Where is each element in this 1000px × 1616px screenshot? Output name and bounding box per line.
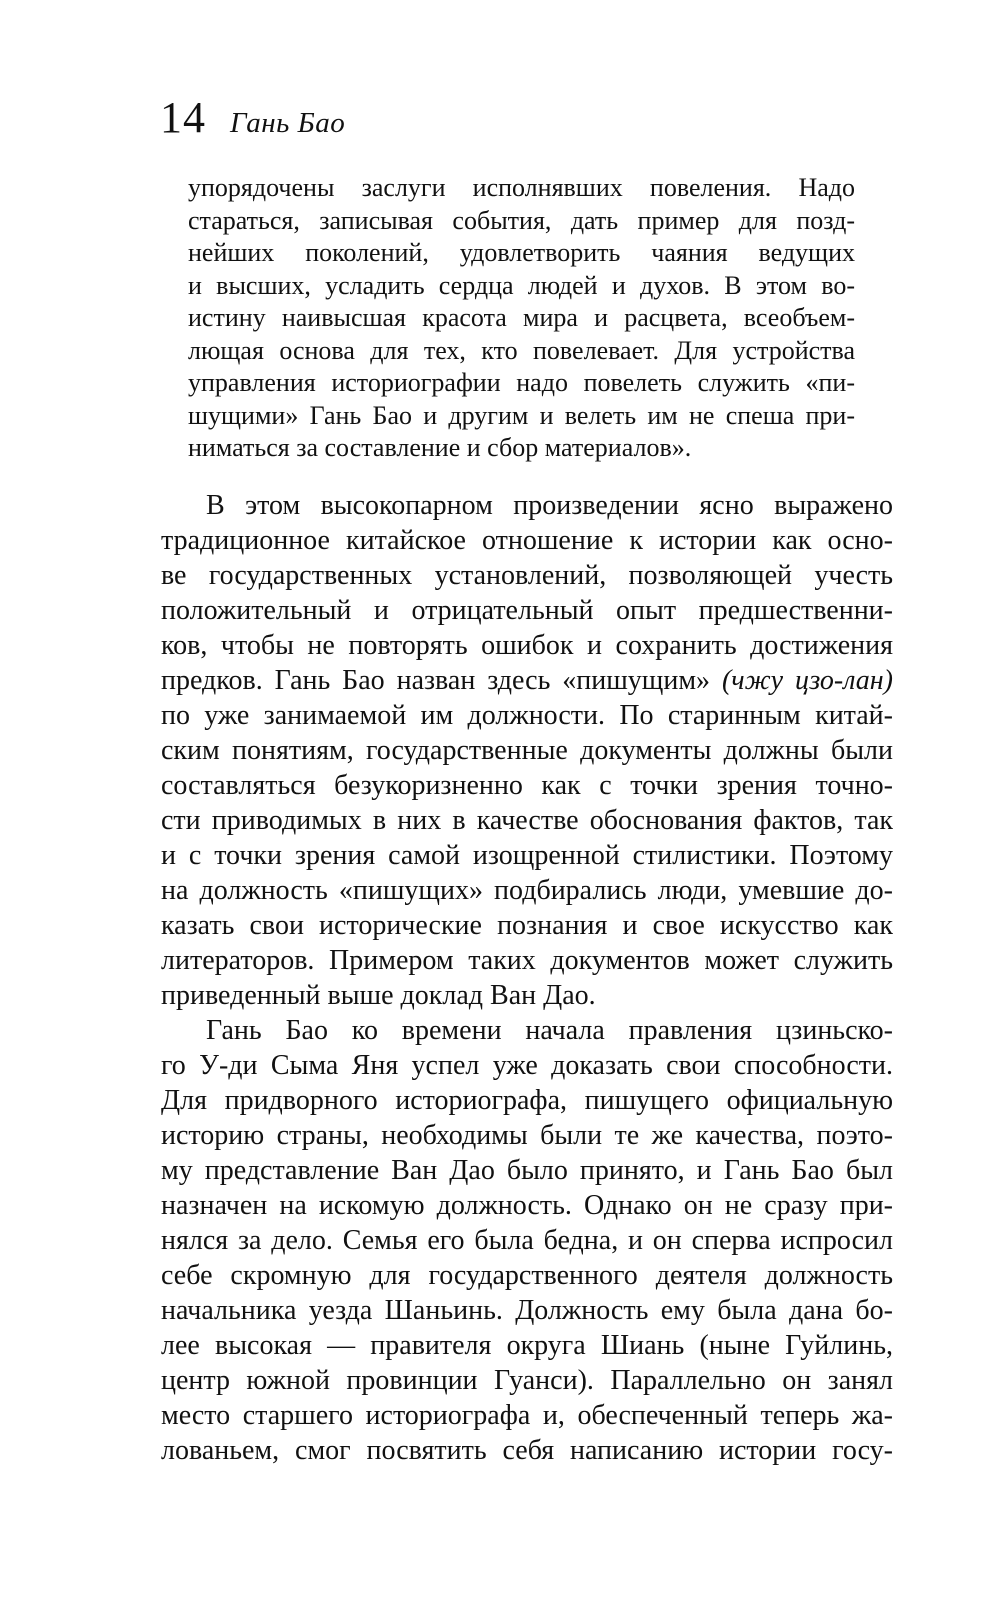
text-line: упорядочены заслуги исполнявших повеления. Надо: [188, 173, 855, 202]
text-line: на должность «пишущих» подбирались люди, умевшие до-: [161, 874, 893, 906]
text-line: по уже занимаемой им должности. По старинным китай-: [161, 699, 893, 731]
body-paragraph: [161, 488, 893, 1013]
text-line: лее высокая — правителя округа Шиань (ныне Гуйлинь,: [161, 1329, 893, 1361]
text-line: ков, чтобы не повторять ошибок и сохранить достижения: [161, 629, 893, 661]
text-line: ниматься за составление и сбор материалов».: [188, 433, 692, 462]
text-line: положительный и отрицательный опыт предшественни-: [161, 594, 893, 626]
text-line: традиционное китайское отношение к истории как осно-: [161, 524, 893, 556]
text-line: ским понятиям, государственные документы должны были: [161, 734, 893, 766]
text-line: нялся за дело. Семья его была бедна, и он сперва испросил: [161, 1224, 893, 1256]
running-title: Гань Бао: [230, 107, 346, 139]
text-line: литераторов. Примером таких документов может служить: [161, 944, 893, 976]
text-line: и высших, усладить сердца людей и духов. В этом во-: [188, 270, 855, 300]
text-line: шущими» Гань Бао и другим и велеть им не спеша при-: [188, 400, 855, 430]
text-line: казать свои исторические познания и свое искусство как: [161, 909, 893, 941]
text-line: и с точки зрения самой изощренной стилистики. Поэтому: [161, 839, 893, 871]
text-line: лющая основа для тех, кто повелевает. Для устройства: [188, 335, 855, 365]
text-line: себе скромную для государственного деятеля должность: [161, 1259, 893, 1291]
text-line: В этом высокопарном произведении ясно выражено: [206, 489, 893, 521]
text-line: Гань Бао ко времени начала правления цзиньско-: [206, 1014, 893, 1046]
page-header: [160, 93, 346, 142]
text-line: начальника уезда Шаньинь. Должность ему была дана бо-: [161, 1294, 893, 1326]
text-line: го У-ди Сыма Яня успел уже доказать свои способности.: [161, 1049, 893, 1081]
text-line: лованьем, смог посвятить себя написанию истории госу-: [161, 1434, 893, 1466]
page-number: 14: [160, 93, 206, 142]
text-line: Для придворного историографа, пишущего официальную: [161, 1084, 893, 1116]
quote-paragraph: [188, 172, 855, 465]
text-line: составляться безукоризненно как с точки зрения точно-: [161, 769, 893, 801]
body-paragraph: [161, 1013, 893, 1468]
text-line: истину наивысшая красота мира и расцвета, всеобъем-: [188, 303, 855, 332]
text-line: нейших поколений, удовлетворить чаяния ведущих: [188, 238, 855, 267]
text-column: [161, 172, 893, 1468]
text-line: управления историографии надо повелеть служить «пи-: [188, 368, 855, 397]
text-line: историю страны, необходимы были те же качества, поэто-: [161, 1119, 893, 1151]
text-line: ве государственных установлений, позволяющей учесть: [161, 559, 893, 591]
text-line: назначен на искомую должность. Однако он не сразу при-: [161, 1189, 893, 1221]
text-line: центр южной провинции Гуанси). Параллельно он занял: [161, 1364, 893, 1396]
text-line: сти приводимых в них в качестве обоснования фактов, так: [161, 804, 893, 836]
text-line: му представление Ван Дао было принято, и Гань Бао был: [161, 1154, 893, 1186]
text-line: место старшего историографа и, обеспеченный теперь жа-: [161, 1399, 893, 1431]
text-line: стараться, записывая события, дать пример для позд-: [188, 205, 855, 235]
text-line: предков. Гань Бао назван здесь «пишущим» (чжу цзо-лан): [161, 664, 893, 696]
text-line: приведенный выше доклад Ван Дао.: [161, 979, 596, 1011]
